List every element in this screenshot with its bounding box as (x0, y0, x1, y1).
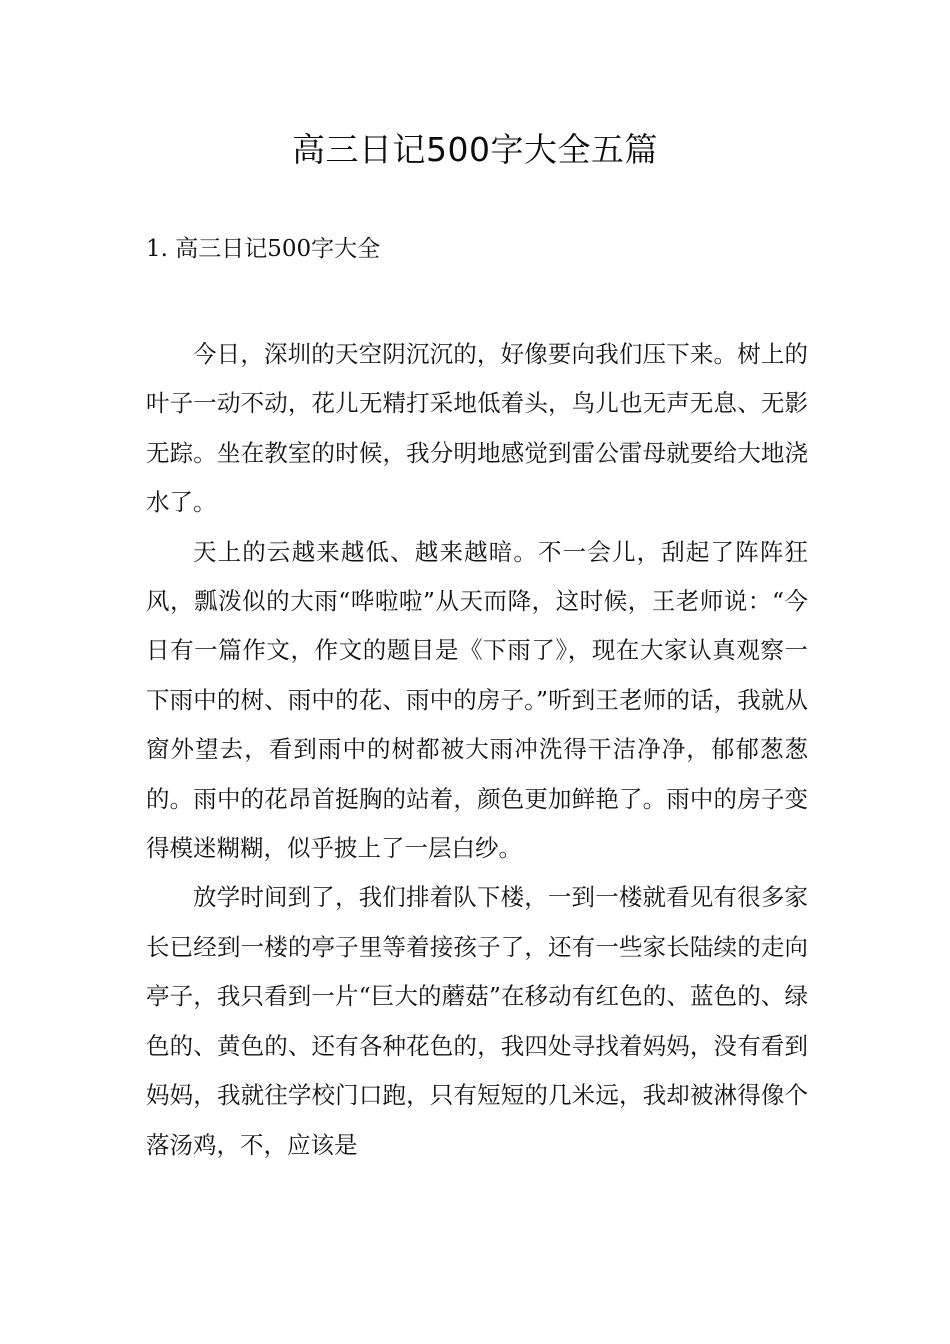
paragraph-2: 天上的云越来越低、越来越暗。不一会儿，刮起了阵阵狂风，瓢泼似的大雨“哗啦啦”从天而降，这时候，王老师说：“今日有一篇作文，作文的题目是《下雨了》，现在大家认真观察一下雨中的树、雨中的花、雨中的房子。”听到王老师的话，我就从窗外望去，看到雨中的树都被大雨冲洗得干洁净净，郁郁葱葱的。雨中的花昂首挺胸的站着，颜色更加鲜艳了。雨中的房子变得模迷糊糊，似乎披上了一层白纱。 (146, 537, 808, 863)
paragraph-3: 放学时间到了，我们排着队下楼，一到一楼就看见有很多家长已经到一楼的亭子里等着接孩子了，还有一些家长陆续的走向亭子，我只看到一片“巨大的蘑菇”在移动有红色的、蓝色的、绿色的、黄色的、还有各种花色的，我四处寻找着妈妈，没有看到妈妈，我就往学校门口跑，只有短短的几米远，我却被淋得像个落汤鸡，不，应该是 (146, 883, 808, 1159)
body-text (146, 330, 808, 1170)
section-heading: 1. 高三日记500字大全 (146, 236, 381, 262)
document-title: 高三日记500字大全五篇 (292, 130, 658, 169)
paragraph-1: 今日，深圳的天空阴沉沉的，好像要向我们压下来。树上的叶子一动不动，花儿无精打采地低着头，鸟儿也无声无息、无影无踪。坐在教室的时候，我分明地感觉到雷公雷母就要给大地浇水了。 (146, 340, 808, 517)
